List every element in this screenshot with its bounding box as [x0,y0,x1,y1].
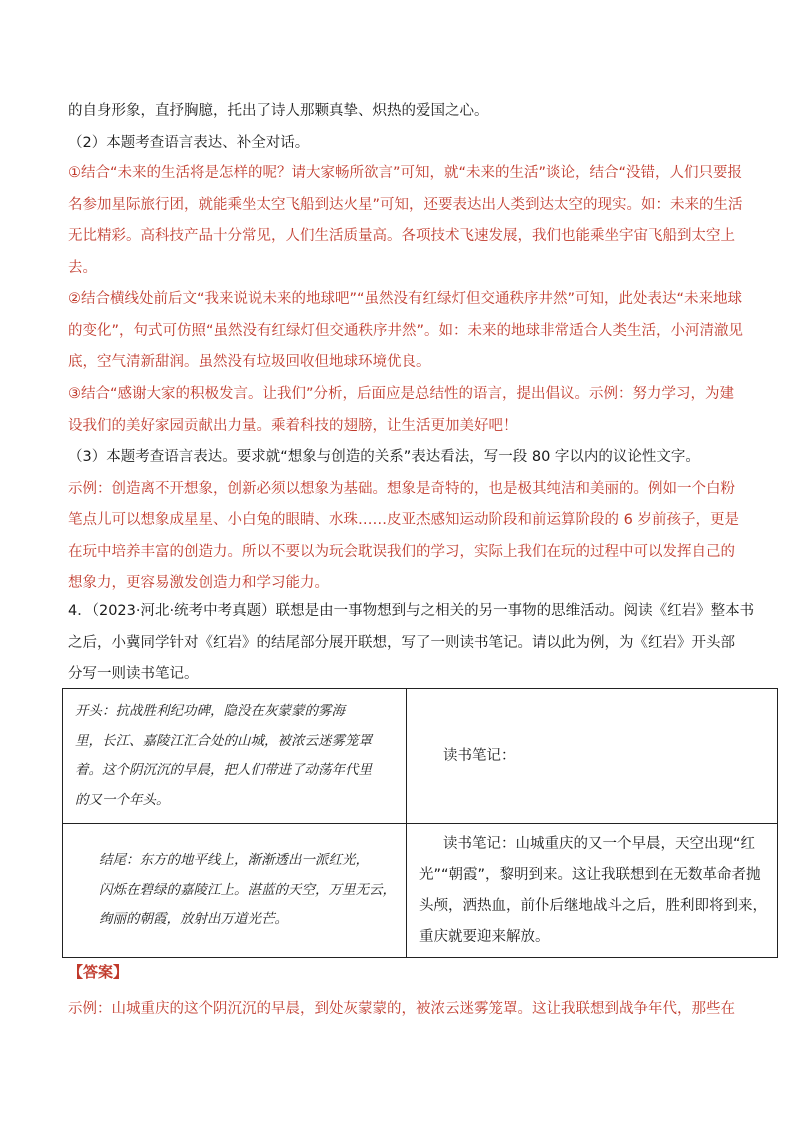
answer-item-1 [68,158,743,284]
note-label: 读书笔记： [443,747,516,764]
text-line: 底，空气清新甜润。虽然没有垃圾回收但地球环境优良。 [68,354,431,370]
text-line: 的变化”，句式可仿照“虽然没有红绿灯但交通秩序井然”。如：未来的地球非常适合人类生活，小河清澈见 [68,322,744,339]
text-line: 笔点儿可以想象成星星、小白兔的眼睛、水珠……皮亚杰感知运动阶段和前运算阶段的 6 岁前孩子，更是 [68,512,739,528]
text-line: 头颅，洒热血，前仆后继地战斗之后，胜利即将到来， [419,897,767,914]
part3-heading: （3）本题考查语言表达。要求就“想象与创造的关系”表达看法，写一段 80 字以内的议论性文字。 [68,449,700,465]
text-line: 光”“朝霞”，黎明到来。这让我联想到在无数革命者抛 [419,866,761,883]
answer-item-3 [68,379,735,442]
answer-label: 【答案】 [68,963,129,981]
text-line: 读书笔记：山城重庆的又一个早晨，天空出现“红 [443,835,756,852]
question-4 [68,596,755,691]
text-line: 开头：抗战胜利纪功碑，隐没在灰蒙蒙的雾海 [75,703,345,719]
text-line: 绚丽的朝霞，放射出万道光芒。 [99,911,288,928]
answer-paragraph [68,994,735,1026]
ending-excerpt-cell [63,824,407,958]
text-line: 示例：山城重庆的这个阴沉沉的早晨，到处灰蒙蒙的，被浓云迷雾笼罩。这让我联想到战争年代，那些在 [68,1001,735,1017]
opening-excerpt-cell [63,689,407,824]
text-line: ②结合横线处前后文“我来说说未来的地球吧”“虽然没有红绿灯但交通秩序井然”可知，此处表达“未来地球 [68,291,743,307]
text-line: 想象力，更容易激发创造力和学习能力。 [68,575,329,591]
part2-heading: （2）本题考查语言表达、补全对话。 [68,134,310,151]
text-line: ①结合“未来的生活将是怎样的呢？请大家畅所欲言”可知，就“未来的生活”谈论，结合“没错，人们只要报 [68,165,743,181]
ending-note-cell [407,824,778,958]
text-line: 在玩中培养丰富的创造力。所以不要以为玩会耽误我们的学习，实际上我们在玩的过程中可以发挥自己的 [68,543,735,560]
text-line: 闪烁在碧绿的嘉陵江上。湛蓝的天空，万里无云， [99,881,396,898]
answer-item-2 [68,284,744,379]
text-line: 着。这个阴沉沉的早晨，把人们带进了动荡年代里 [75,762,372,778]
text-line: 4．（2023·河北·统考中考真题）联想是由一事物想到与之相关的另一事物的思维活动。阅读《红岩》整本书 [68,603,755,619]
table-row [63,689,778,824]
text-line: 的又一个年头。 [75,791,170,808]
table-row [63,824,778,958]
opening-note-cell [407,689,778,824]
text-line: 设我们的美好家园贡献出力量。乘着科技的翅膀，让生活更加美好吧！ [68,417,518,434]
part3-paragraph [68,442,739,600]
text-line: 无比精彩。高科技产品十分常见，人们生活质量高。各项技术飞速发展，我们也能乘坐宇宙飞船到太空上 [68,228,735,244]
text-line: 分写一则读书笔记。 [68,666,199,682]
intro-paragraph [68,96,728,159]
text-line: 名参加星际旅行团，就能乘坐太空飞船到达火星”可知，还要表达出人类到达太空的现实。如：未来的生活 [68,196,743,213]
text-line: 之后，小冀同学针对《红岩》的结尾部分展开联想，写了一则读书笔记。请以此为例，为《红岩》开头部 [68,634,735,651]
text-line: 结尾：东方的地平线上，渐渐透出一派红光， [99,852,369,869]
reading-notes-table [62,688,778,958]
text-line: 里，长江、嘉陵江汇合处的山城，被浓云迷雾笼罩 [75,732,372,749]
text-line: 的自身形象，直抒胸臆，托出了诗人那颗真挚、炽热的爱国之心。 [68,103,489,119]
text-line: 示例：创造离不开想象，创新必须以想象为基础。想象是奇特的，也是极其纯洁和美丽的。例如一个白粉 [68,480,735,497]
text-line: 重庆就要迎来解放。 [419,928,550,945]
text-line: ③结合“感谢大家的积极发言。让我们”分析，后面应是总结性的语言，提出倡议。示例：努力学习，为建 [68,386,735,402]
text-line: 去。 [68,259,97,276]
